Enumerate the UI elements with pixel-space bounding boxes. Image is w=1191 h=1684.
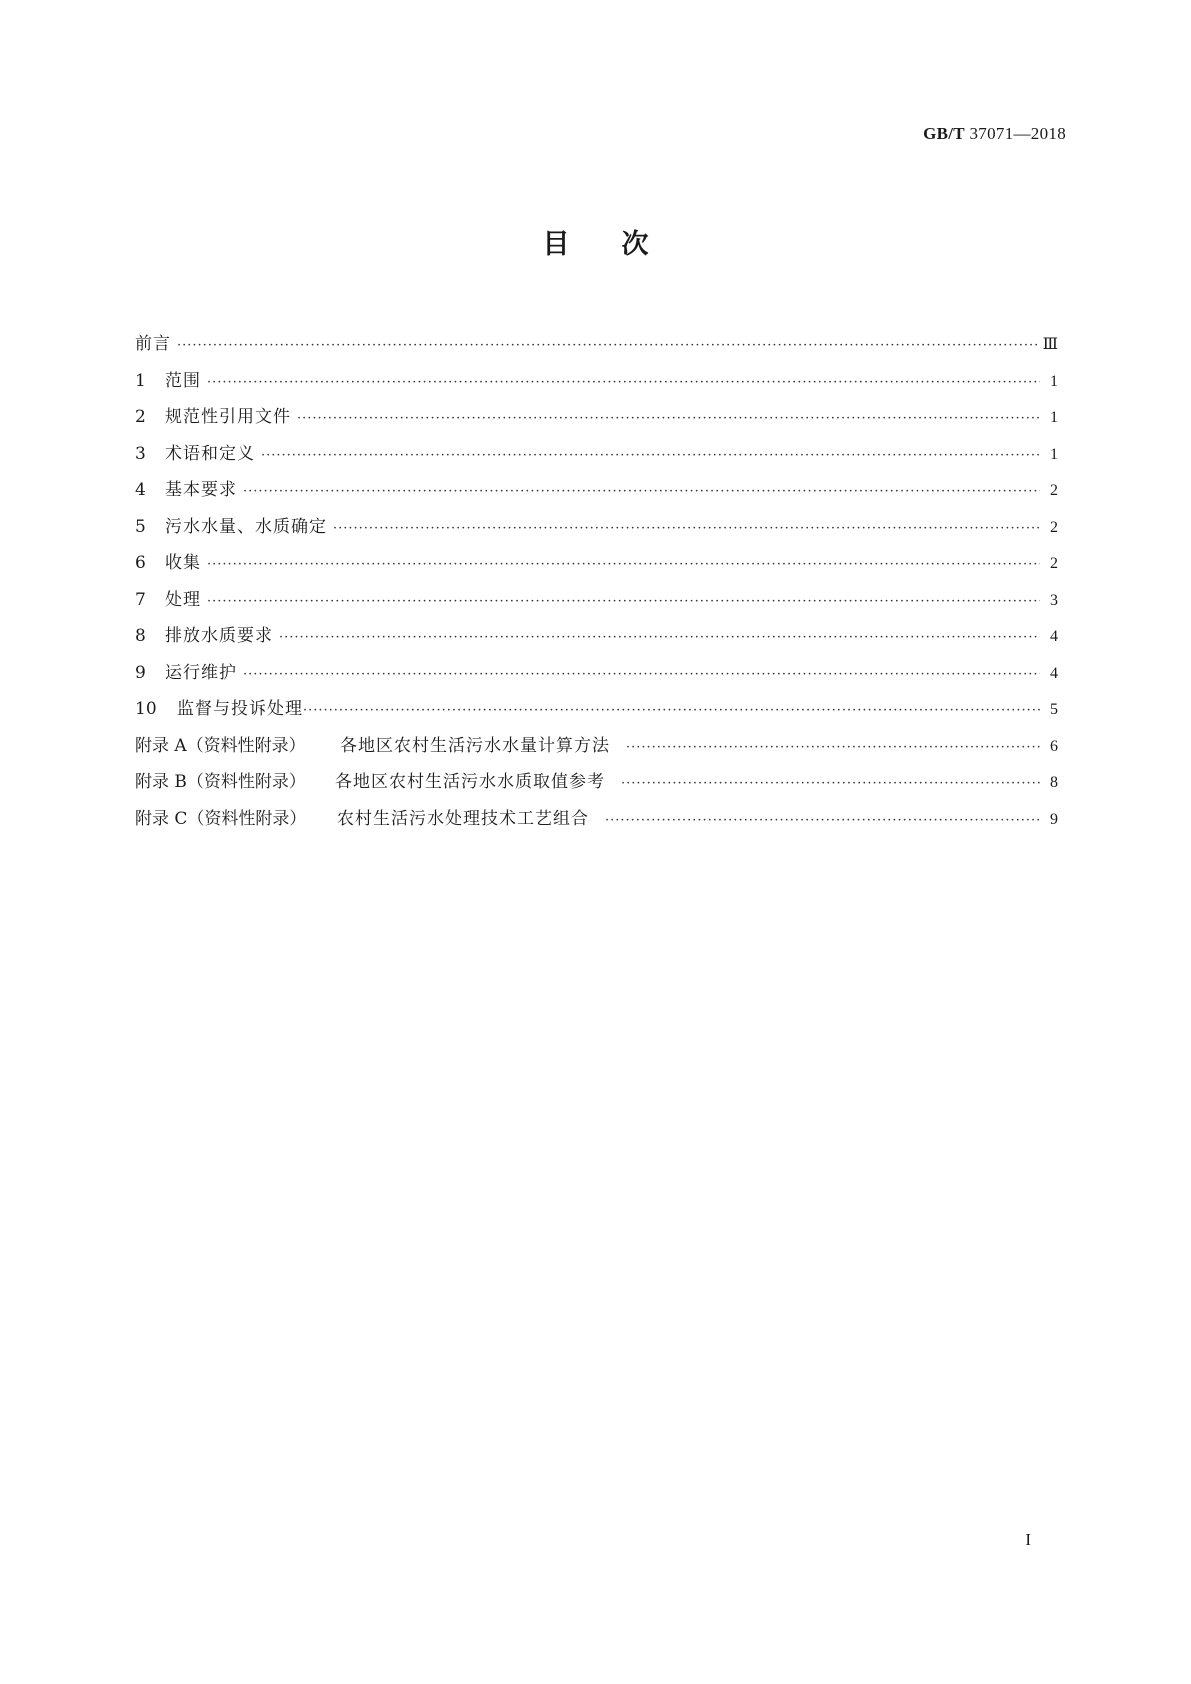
toc-item-2[interactable]	[135, 399, 1058, 436]
toc-number: 10	[135, 699, 157, 719]
toc-label: 各地区农村生活污水水量计算方法	[340, 735, 610, 756]
toc-number: 8	[135, 626, 146, 646]
toc-page: 3	[1050, 591, 1058, 609]
toc-item-6[interactable]	[135, 545, 1058, 582]
toc-number: 4	[135, 480, 146, 500]
toc-number: 9	[135, 662, 146, 683]
toc-number: 2	[135, 407, 146, 427]
toc-leader	[207, 547, 1040, 584]
toc-leader	[621, 766, 1040, 803]
toc-item-1[interactable]	[135, 363, 1058, 400]
toc-page: 4	[1050, 664, 1058, 682]
toc-label: 基本要求	[165, 480, 237, 500]
toc-leader	[297, 401, 1040, 438]
toc-item-8[interactable]	[135, 618, 1058, 655]
toc-page: Ⅲ	[1042, 336, 1058, 353]
standard-prefix: GB/T	[923, 124, 965, 143]
toc-label: 范围	[165, 370, 201, 391]
toc-number: 6	[135, 553, 146, 573]
toc-page: 6	[1050, 737, 1058, 755]
toc-appendix-number: 附录 C（资料性附录）	[135, 808, 307, 829]
toc-label: 处理	[165, 589, 201, 610]
toc-leader	[333, 511, 1040, 548]
toc-page: 9	[1050, 810, 1058, 828]
toc-number: 1	[135, 370, 146, 391]
page-number: I	[1025, 1530, 1031, 1549]
toc-leader	[605, 803, 1040, 840]
toc-item-5[interactable]	[135, 509, 1058, 546]
toc-appendix-number: 附录 B（资料性附录）	[135, 772, 306, 792]
toc-page: 2	[1050, 555, 1058, 572]
toc-leader	[626, 730, 1040, 767]
toc-item-9[interactable]	[135, 655, 1058, 692]
toc-page: 1	[1050, 445, 1058, 463]
toc-item-foreword[interactable]	[135, 326, 1058, 363]
toc-item-7[interactable]	[135, 582, 1058, 619]
toc-leader	[207, 584, 1040, 621]
toc-leader	[261, 438, 1040, 475]
toc-page: 5	[1050, 701, 1058, 718]
toc-item-4[interactable]	[135, 472, 1058, 509]
toc-item-appendix-a[interactable]	[135, 728, 1058, 765]
toc-label: 前言	[135, 334, 171, 354]
page-title: 目次	[542, 229, 701, 260]
toc-item-3[interactable]	[135, 436, 1058, 473]
toc-item-appendix-c[interactable]	[135, 801, 1058, 838]
toc-label: 运行维护	[165, 662, 237, 683]
toc-item-10[interactable]	[135, 691, 1058, 728]
toc-number: 7	[135, 589, 146, 610]
toc-page: 1	[1050, 409, 1058, 426]
toc-leader	[279, 620, 1040, 657]
table-of-contents	[135, 326, 1058, 837]
toc-number: 3	[135, 443, 146, 464]
toc-page: 1	[1050, 372, 1058, 390]
toc-leader	[303, 693, 1040, 730]
toc-leader	[243, 657, 1040, 694]
toc-leader	[207, 365, 1040, 402]
toc-label: 各地区农村生活污水水质取值参考	[335, 772, 605, 792]
toc-label: 术语和定义	[165, 443, 255, 464]
toc-label: 收集	[165, 553, 201, 573]
toc-page: 4	[1050, 628, 1058, 645]
toc-page: 2	[1050, 482, 1058, 499]
toc-leader	[177, 328, 1037, 365]
standard-code	[923, 124, 1066, 144]
toc-label: 污水水量、水质确定	[165, 516, 327, 537]
toc-page: 8	[1050, 774, 1058, 791]
toc-page: 2	[1050, 518, 1058, 536]
toc-appendix-number: 附录 A（资料性附录）	[135, 735, 306, 756]
toc-label: 排放水质要求	[165, 626, 273, 646]
toc-label: 规范性引用文件	[165, 407, 291, 427]
toc-number: 5	[135, 516, 146, 537]
standard-number: 37071—2018	[969, 124, 1066, 143]
toc-leader	[243, 474, 1040, 511]
toc-label: 农村生活污水处理技术工艺组合	[337, 808, 589, 829]
toc-item-appendix-b[interactable]	[135, 764, 1058, 801]
toc-label: 监督与投诉处理	[177, 699, 303, 719]
